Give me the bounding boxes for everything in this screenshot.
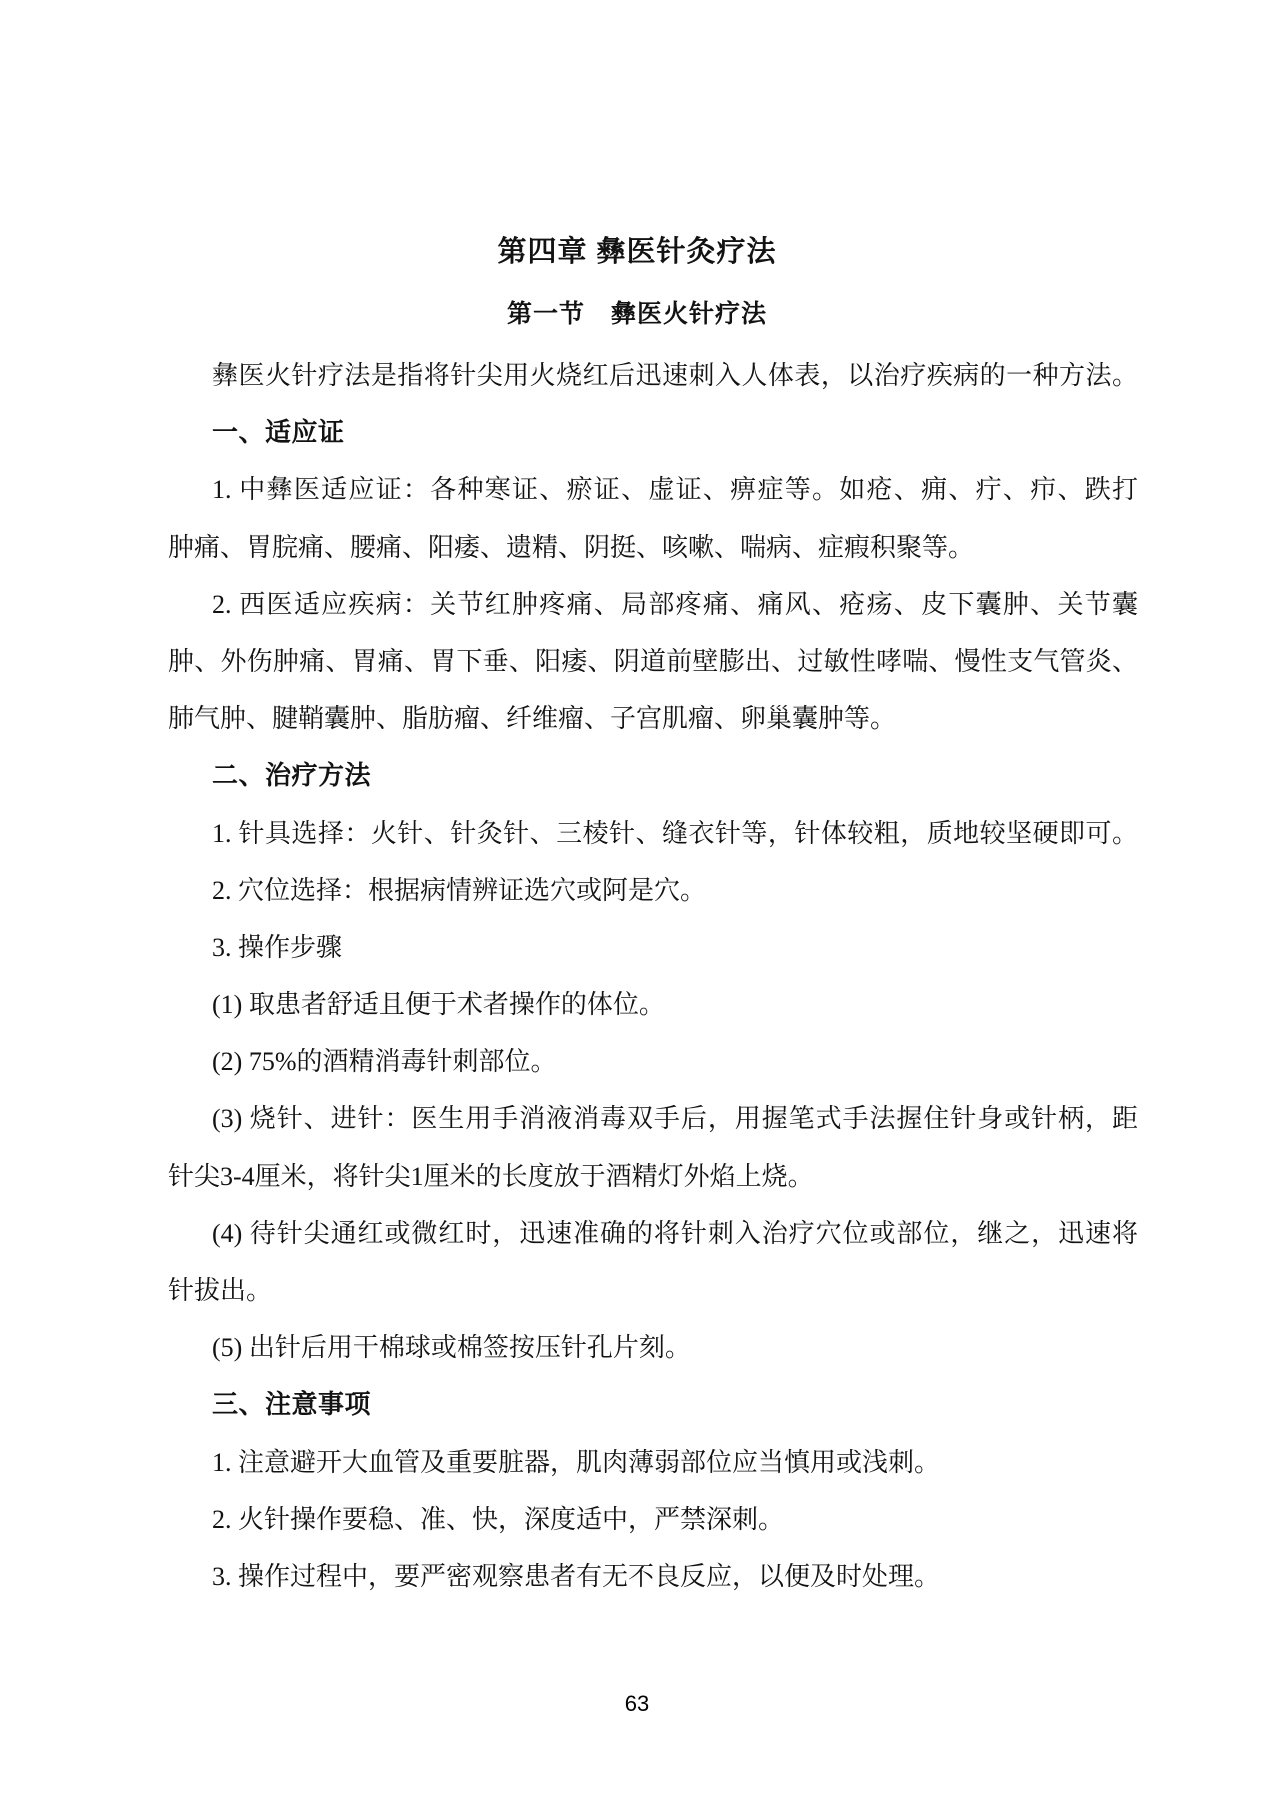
text-line: 肿痛、胃脘痛、腰痛、阳痿、遗精、阴挺、咳嗽、喘病、症瘕积聚等。 (168, 532, 975, 562)
text-line: 2. 西医适应疾病：关节红肿疼痛、局部疼痛、痛风、疮疡、皮下囊肿、关节囊 (212, 589, 1138, 619)
text-line: 1. 注意避开大血管及重要脏器，肌肉薄弱部位应当慎用或浅刺。 (212, 1447, 941, 1477)
page-number: 63 (624, 1691, 650, 1716)
section-heading: 一、适应证 (212, 417, 345, 448)
text-line: (3) 烧针、进针：医生用手消液消毒双手后，用握笔式手法握住针身或针柄，距 (212, 1104, 1138, 1134)
text-line: (2) 75%的酒精消毒针刺部位。 (212, 1047, 557, 1077)
text-line: 3. 操作步骤 (212, 932, 343, 962)
text-line: 针拔出。 (168, 1276, 273, 1305)
section-title: 第一节 彝医火针疗法 (506, 300, 767, 328)
text-line: 2. 穴位选择：根据病情辨证选穴或阿是穴。 (212, 875, 707, 905)
text-line: (1) 取患者舒适且便于术者操作的体位。 (212, 990, 665, 1020)
section-heading: 二、治疗方法 (212, 760, 372, 791)
text-line: 彝医火针疗法是指将针尖用火烧红后迅速刺入人体表，以治疗疾病的一种方法。 (212, 361, 1138, 390)
text-line: (4) 待针尖通红或微红时，迅速准确的将针刺入治疗穴位或部位，继之，迅速将 (212, 1218, 1138, 1248)
section-heading: 三、注意事项 (212, 1389, 372, 1420)
chapter-title: 第四章 彝医针灸疗法 (497, 236, 777, 268)
text-line: 1. 针具选择：火针、针灸针、三棱针、缝衣针等，针体较粗，质地较坚硬即可。 (212, 818, 1138, 848)
text-line: 肿、外伤肿痛、胃痛、胃下垂、阳痿、阴道前壁膨出、过敏性哮喘、慢性支气管炎、 (168, 646, 1138, 676)
text-line: 2. 火针操作要稳、准、快，深度适中，严禁深刺。 (212, 1504, 785, 1534)
text-line: (5) 出针后用干棉球或棉签按压针孔片刻。 (212, 1333, 691, 1363)
text-line: 1. 中彝医适应证：各种寒证、瘀证、虚证、痹症等。如疮、痈、疔、疖、跌打 (212, 475, 1138, 505)
text-line: 肺气肿、腱鞘囊肿、脂肪瘤、纤维瘤、子宫肌瘤、卵巢囊肿等。 (168, 704, 897, 734)
text-line: 针尖3-4厘米，将针尖1厘米的长度放于酒精灯外焰上烧。 (168, 1161, 814, 1191)
document-body (168, 347, 1138, 1605)
text-line: 3. 操作过程中，要严密观察患者有无不良反应，以便及时处理。 (212, 1561, 941, 1591)
